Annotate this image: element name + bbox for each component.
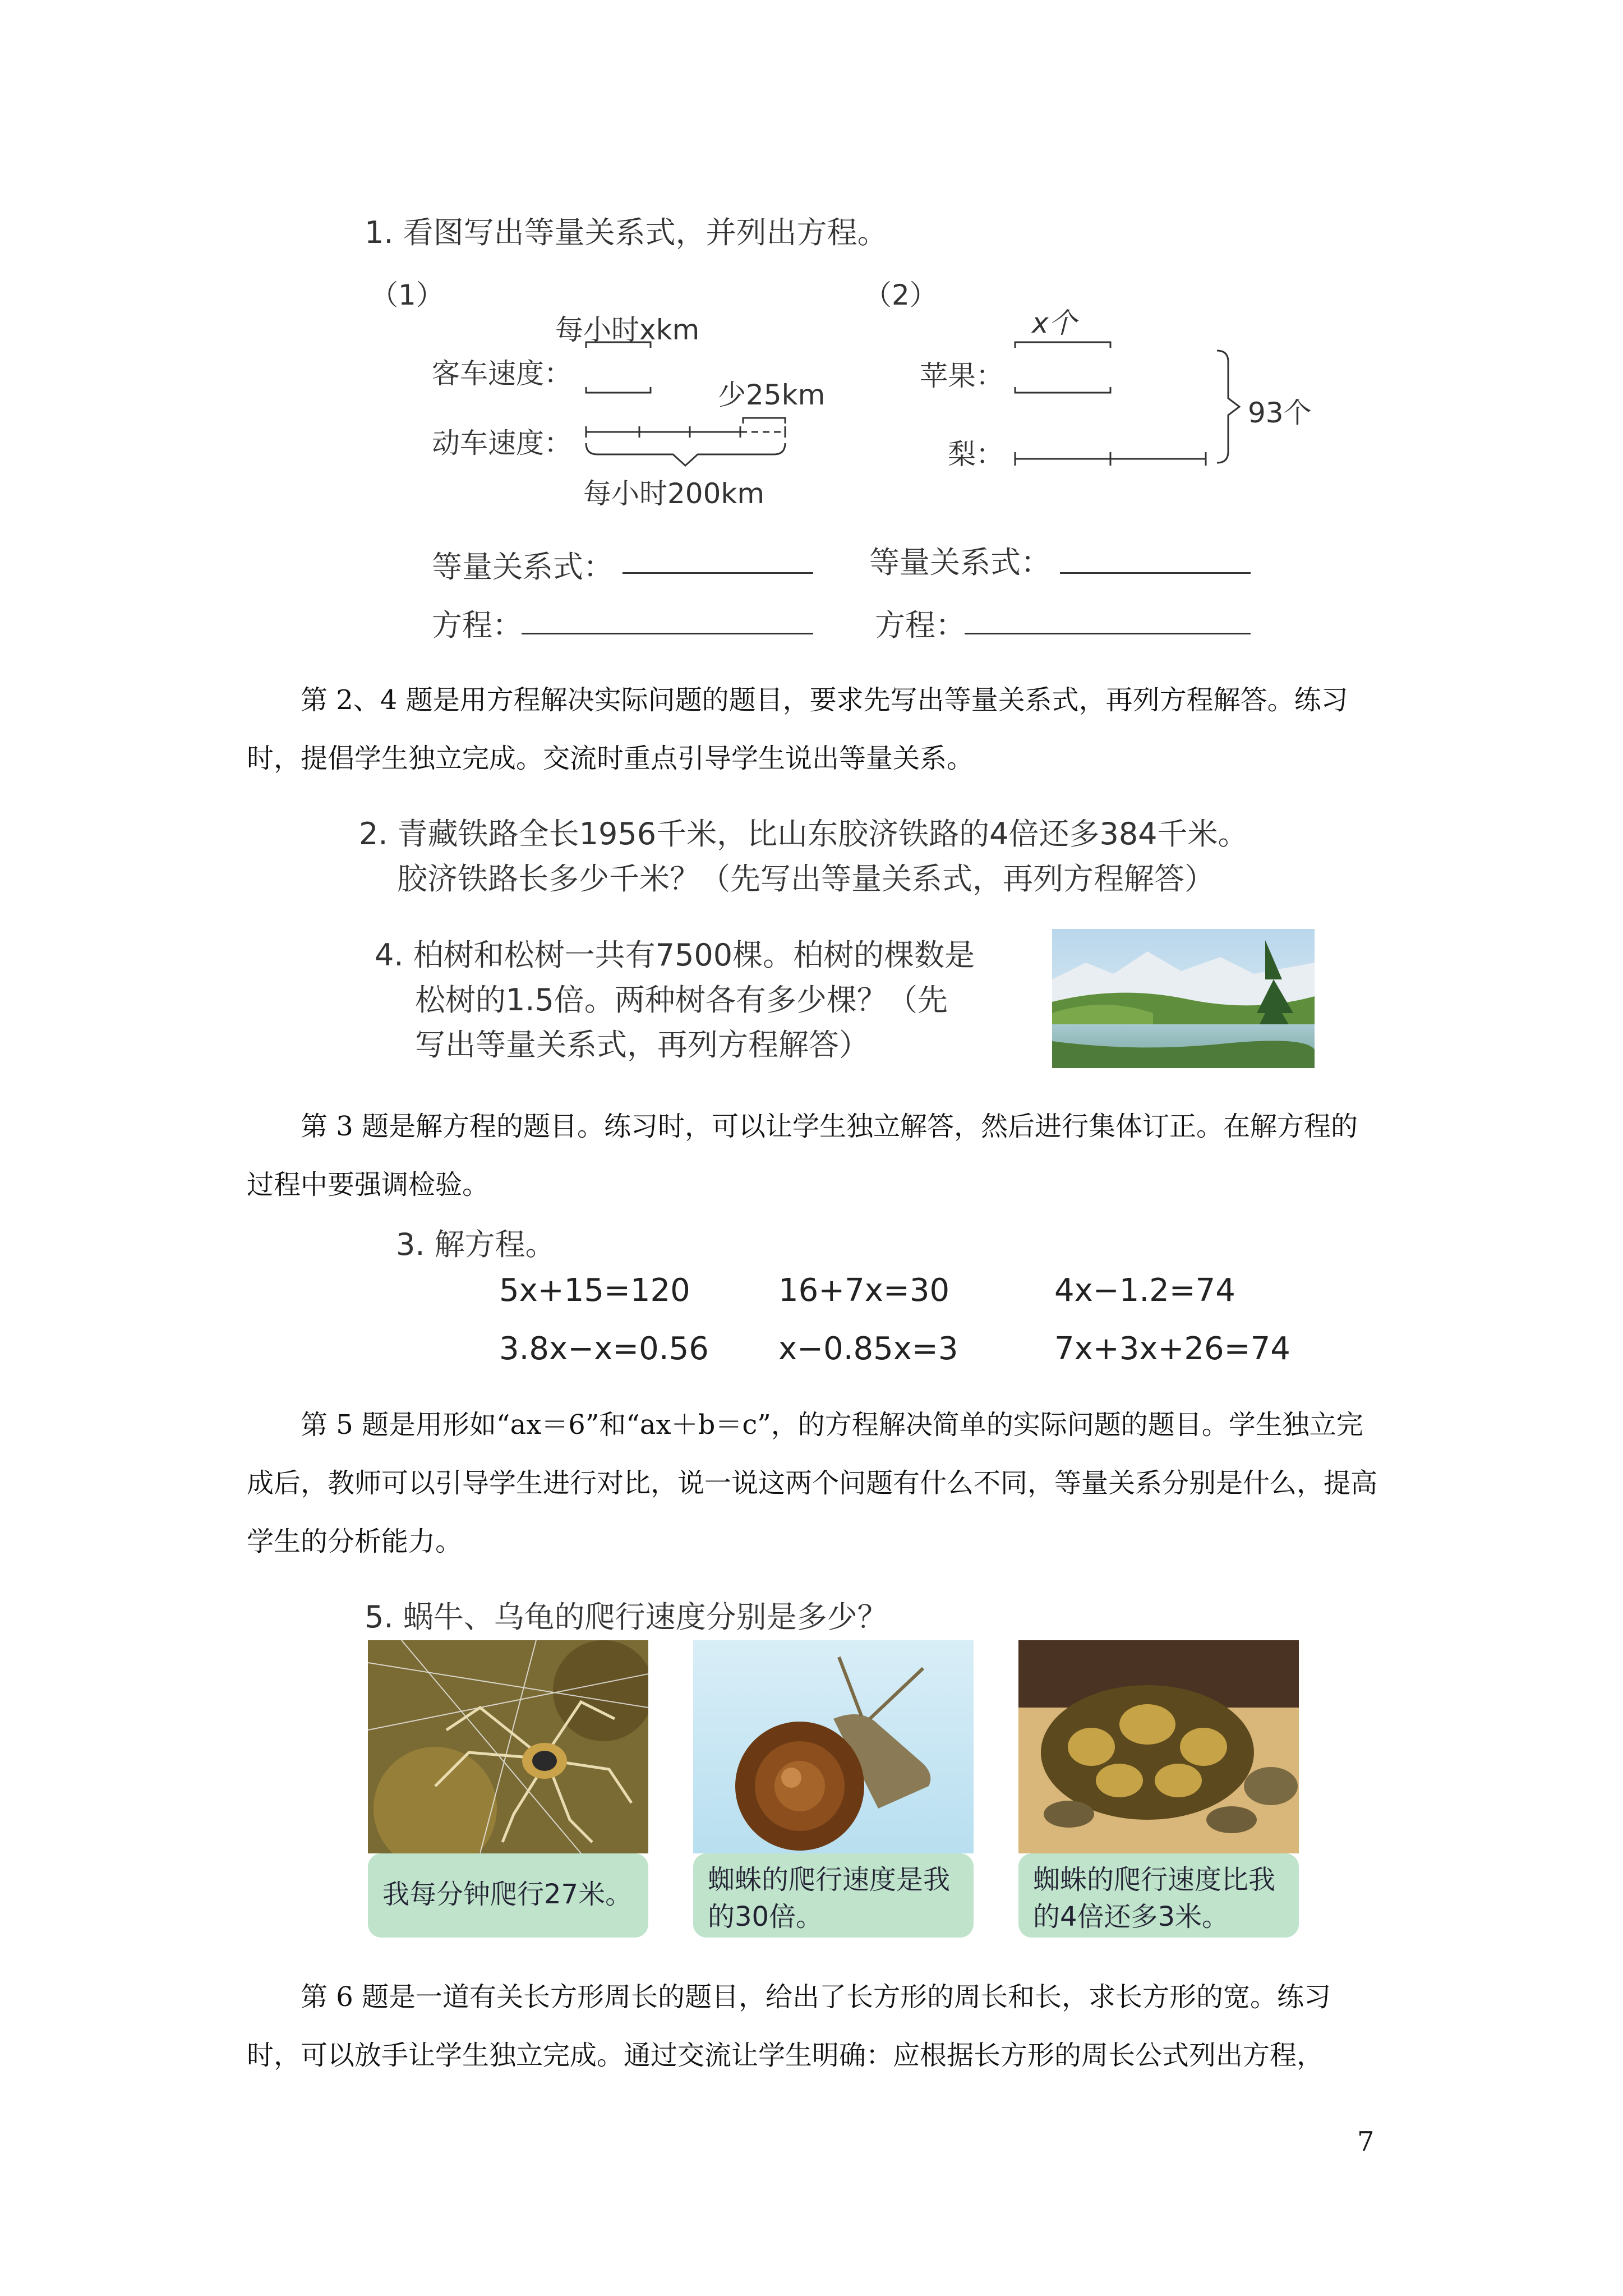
bus-speed-label: 客车速度： <box>432 357 572 390</box>
relation-label-1: 等量关系式： <box>432 549 614 585</box>
speech-bubble-snail: 蜘蛛的爬行速度是我的30倍。 <box>693 1853 974 1938</box>
speech-bubble-turtle: 蜘蛛的爬行速度比我的4倍还多3米。 <box>1018 1853 1299 1938</box>
paragraph-q3: 第 3 题是解方程的题目。练习时，可以让学生独立解答，然后进行集体订正。在解方程的过程中要强调检验。 <box>247 1111 1358 1200</box>
q2-line2: 胶济铁路长多少千米？（先写出等量关系式，再列方程解答） <box>397 861 1215 896</box>
equation-blank-1[interactable] <box>522 633 813 634</box>
equation-blank-2[interactable] <box>965 633 1251 634</box>
forest-lake-photo <box>1052 929 1315 1068</box>
q2-line1: 2. 青藏铁路全长1956千米，比山东胶济铁路的4倍还多384千米。 <box>359 816 1248 852</box>
train-speed-bottom-label: 每小时200km <box>583 477 765 510</box>
q5-title: 5. 蜗牛、乌龟的爬行速度分别是多少？ <box>365 1599 888 1635</box>
q3-title: 3. 解方程。 <box>396 1227 556 1262</box>
paragraph-q5: 第 5 题是用形如“ax＝6”和“ax＋b＝c”，的方程解决简单的实际问题的题目。学生独立完成后，教师可以引导学生进行对比，说一说这两个问题有什么不同，等量关系分别是什么，提高学生的分析能力。 <box>247 1409 1378 1557</box>
equation-3: 4x−1.2=74 <box>1054 1272 1235 1309</box>
q4-line3: 写出等量关系式，再列方程解答） <box>415 1027 869 1062</box>
equation-1: 5x+15=120 <box>499 1272 690 1309</box>
speech-bubble-spider: 我每分钟爬行27米。 <box>368 1853 648 1938</box>
q4-line2: 松树的1.5倍。两种树各有多少棵？（先 <box>415 982 948 1018</box>
q1-part1-number: （1） <box>370 279 444 311</box>
paragraph-q2-q4: 第 2、4 题是用方程解决实际问题的题目，要求先写出等量关系式，再列方程解答。练习时，提倡学生独立完成。交流时重点引导学生说出等量关系。 <box>247 684 1348 774</box>
equation-2: 16+7x=30 <box>778 1272 950 1309</box>
apple-label: 苹果： <box>920 360 1004 392</box>
spider-photo <box>368 1640 648 1853</box>
equation-5: x−0.85x=3 <box>778 1331 958 1367</box>
q4-line1: 4. 柏树和松树一共有7500棵。柏树的棵数是 <box>375 937 975 973</box>
total-93-label: 93个 <box>1248 397 1312 429</box>
paragraph-q6: 第 6 题是一道有关长方形周长的题目，给出了长方形的周长和长，求长方形的宽。练习时，可以放手让学生独立完成。通过交流让学生明确：应根据长方形的周长公式列出方程， <box>247 1981 1331 2071</box>
equation-6: 7x+3x+26=74 <box>1054 1331 1290 1367</box>
q1-part2-number: （2） <box>864 279 938 311</box>
relation-blank-2[interactable] <box>1060 572 1251 574</box>
snail-photo <box>693 1640 974 1853</box>
short-25km-label: 少25km <box>718 379 826 411</box>
turtle-photo <box>1018 1640 1299 1853</box>
q1-title: 1. 看图写出等量关系式，并列出方程。 <box>365 215 888 250</box>
equation-4: 3.8x−x=0.56 <box>499 1331 709 1367</box>
pear-label: 梨： <box>948 438 1004 471</box>
apple-top-label: x个 <box>1032 307 1077 339</box>
bus-speed-top-label: 每小时xkm <box>555 314 700 346</box>
page-number: 7 <box>1357 2126 1375 2157</box>
relation-blank-1[interactable] <box>623 572 813 574</box>
train-speed-label: 动车速度： <box>432 427 572 459</box>
equation-label-2: 方程： <box>875 608 966 643</box>
equation-label-1: 方程： <box>432 608 523 643</box>
relation-label-2: 等量关系式： <box>869 545 1051 580</box>
